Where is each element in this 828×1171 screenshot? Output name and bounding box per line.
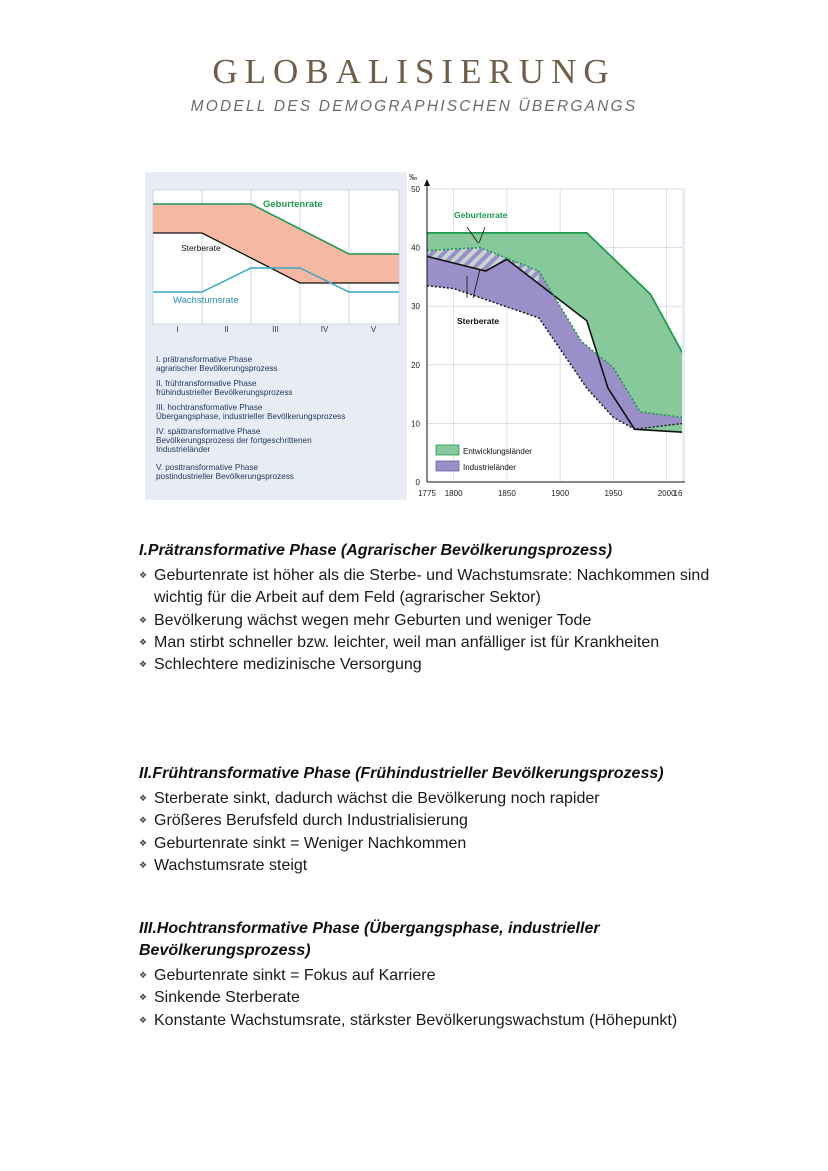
demographic-transition-figure <box>145 170 685 500</box>
list-item: ❖ Geburtenrate sinkt = Weniger Nachkommen <box>139 833 719 855</box>
legend-developing-label: Entwicklungsländer <box>463 447 532 456</box>
legend-phase-4-desc: Bevölkerungsprozess der fortgeschrittenen <box>156 436 312 445</box>
list-item: ❖ Sinkende Sterberate <box>139 987 719 1009</box>
phase-label-1: I <box>176 325 179 334</box>
x-tick-label: 1900 <box>551 489 570 498</box>
x-tick-label: 1800 <box>444 489 463 498</box>
section-phase-1-heading: I.Prätransformative Phase (Agrarischer Bevölkerungsprozess) <box>139 542 613 559</box>
section-phase-1 <box>139 540 719 676</box>
section-phase-1-list <box>139 565 719 676</box>
x-tick-label: 1850 <box>497 489 516 498</box>
legend-swatch-developing <box>436 445 459 455</box>
section-phase-3 <box>139 918 719 1032</box>
death-rate-label: Sterberate <box>181 243 221 253</box>
page-title: GLOBALISIERUNG <box>212 52 616 91</box>
y-tick-labels <box>411 185 420 487</box>
x-tick-labels <box>418 489 683 498</box>
list-item: ❖ Wachstumsrate steigt <box>139 855 719 877</box>
x-tick-label: 1950 <box>604 489 623 498</box>
section-phase-3-heading: III.Hochtransformative Phase (Übergangsphase, industrieller Bevölkerungsprozess) <box>139 920 600 959</box>
legend-phase-3-title: III. hochtransformative Phase <box>156 403 263 412</box>
list-item: ❖ Geburtenrate ist höher als die Sterbe- und Wachstumsrate: Nachkommen sind wichtig für die Arbeit auf dem Feld (agrarischer Sektor) <box>139 565 719 610</box>
legend-phase-4-title: IV. spättransformative Phase <box>156 427 261 436</box>
legend-phase-3-desc: Übergangsphase, industrieller Bevölkerungsprozess <box>156 412 346 421</box>
growth-rate-label: Wachstumsrate <box>173 295 239 306</box>
right-death-rate-annotation: Sterberate <box>457 316 500 326</box>
y-tick-label: 20 <box>411 360 420 370</box>
right-birth-rate-annotation: Geburtenrate <box>454 210 508 220</box>
legend-phase-2-desc: frühindustrieller Bevölkerungsprozess <box>156 388 293 397</box>
section-phase-3-list <box>139 965 719 1032</box>
legend-phase-5-desc: postindustrieller Bevölkerungsprozess <box>156 472 294 481</box>
page-subtitle: MODELL DES DEMOGRAPHISCHEN ÜBERGANGS <box>190 98 638 115</box>
y-axis-unit: ‰ <box>409 173 417 182</box>
x-tick-label: 16 <box>673 489 683 498</box>
list-item: ❖ Größeres Berufsfeld durch Industrialisierung <box>139 810 719 832</box>
y-axis-arrow <box>424 179 430 186</box>
y-tick-label: 10 <box>411 419 420 429</box>
legend-phase-2-title: II. frühtransformative Phase <box>156 379 257 388</box>
legend-industrial-label: Industrieländer <box>463 463 516 472</box>
y-tick-label: 50 <box>411 185 420 194</box>
list-item: ❖ Konstante Wachstumsrate, stärkster Bevölkerungswachstum (Höhepunkt) <box>139 1010 719 1032</box>
y-tick-label: 40 <box>411 243 420 253</box>
y-tick-label: 30 <box>411 302 420 312</box>
birth-rate-label: Geburtenrate <box>263 199 323 210</box>
list-item: ❖ Man stirbt schneller bzw. leichter, weil man anfälliger ist für Krankheiten <box>139 632 719 654</box>
phase-label-2: II <box>224 325 229 334</box>
right-panel-edge <box>682 188 685 482</box>
list-item: ❖ Schlechtere medizinische Versorgung <box>139 654 719 676</box>
legend-phase-1-title: I. prätransformative Phase <box>156 355 253 364</box>
list-item: ❖ Sterberate sinkt, dadurch wächst die Bevölkerung noch rapider <box>139 788 719 810</box>
phase-label-3: III <box>272 325 279 334</box>
list-item: ❖ Geburtenrate sinkt = Fokus auf Karriere <box>139 965 719 987</box>
legend-phase-4-desc2: Industrieländer <box>156 445 211 454</box>
x-tick-label: 2000 <box>657 489 676 498</box>
y-tick-label: 0 <box>415 478 420 487</box>
x-tick-label: 1775 <box>418 489 436 498</box>
list-item: ❖ Bevölkerung wächst wegen mehr Geburten und weniger Tode <box>139 610 719 632</box>
phase-label-5: V <box>370 325 377 334</box>
phase-label-4: IV <box>320 325 329 334</box>
legend-swatch-industrial <box>436 461 459 471</box>
section-phase-2-heading: II.Frühtransformative Phase (Frühindustrieller Bevölkerungsprozess) <box>139 765 664 782</box>
legend-phase-5-title: V. posttransformative Phase <box>156 463 259 472</box>
section-phase-2-list <box>139 788 719 877</box>
legend-phase-1-desc: agrarischer Bevölkerungsprozess <box>156 364 278 373</box>
section-phase-2 <box>139 763 719 877</box>
